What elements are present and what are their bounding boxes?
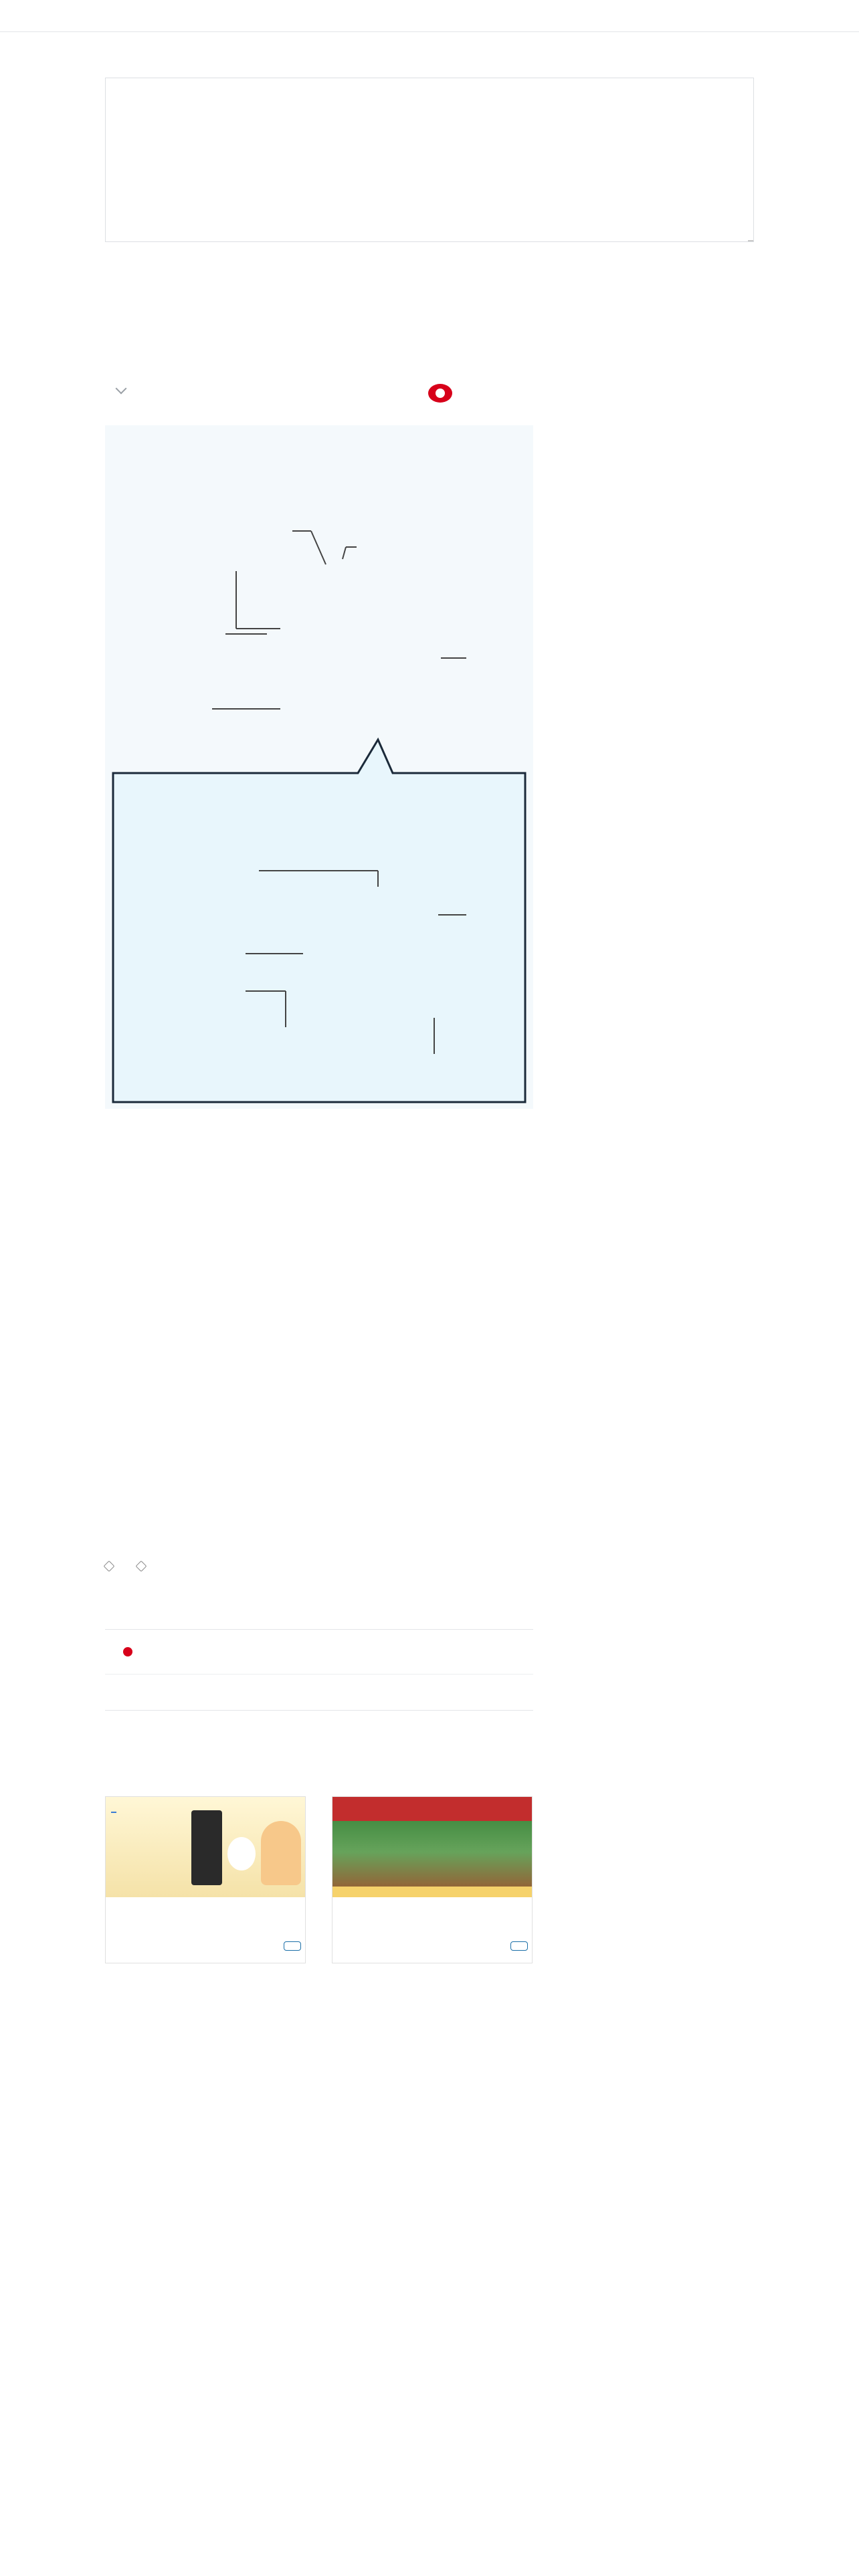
ad-sponsor	[106, 1904, 305, 1912]
kyodo-mark-icon	[428, 384, 452, 403]
ad-banner-strip	[332, 1797, 532, 1821]
ad-cta-button[interactable]	[284, 1941, 301, 1951]
tag-icon	[104, 1561, 115, 1572]
source-description	[105, 1675, 533, 1684]
ad-cta-button[interactable]	[510, 1941, 528, 1951]
tag-item[interactable]	[105, 1562, 117, 1570]
ad-title	[332, 1897, 532, 1904]
bottom-panel	[113, 740, 525, 1102]
infographic-svg	[105, 425, 533, 1109]
tag-list	[105, 1562, 149, 1570]
chevron-down-icon[interactable]	[116, 383, 127, 395]
character-illustration	[261, 1821, 301, 1885]
source-logo	[114, 1642, 141, 1662]
article-meta	[105, 388, 125, 393]
product-bottle	[191, 1810, 222, 1885]
source-card	[105, 1629, 533, 1711]
ad-card[interactable]	[105, 1796, 306, 1963]
top-leader-lines	[212, 531, 466, 709]
source-link[interactable]	[105, 1630, 533, 1675]
site-header	[0, 0, 859, 32]
ad-bottom-strip	[332, 1887, 532, 1897]
ad-image	[332, 1797, 532, 1897]
publisher-logo[interactable]	[428, 384, 458, 403]
ad-image	[106, 1797, 305, 1897]
ad-title	[106, 1897, 305, 1904]
ad-sponsor	[332, 1904, 532, 1912]
ad-card[interactable]	[332, 1796, 533, 1963]
product-foam	[227, 1837, 256, 1870]
article-figure	[105, 425, 533, 1109]
kyodo-mark-icon	[123, 1647, 132, 1656]
tag-icon	[136, 1561, 147, 1572]
ad-banner[interactable]	[105, 78, 754, 242]
article-body	[105, 1157, 533, 1177]
tag-item[interactable]	[137, 1562, 149, 1570]
ad-tag	[748, 240, 753, 241]
